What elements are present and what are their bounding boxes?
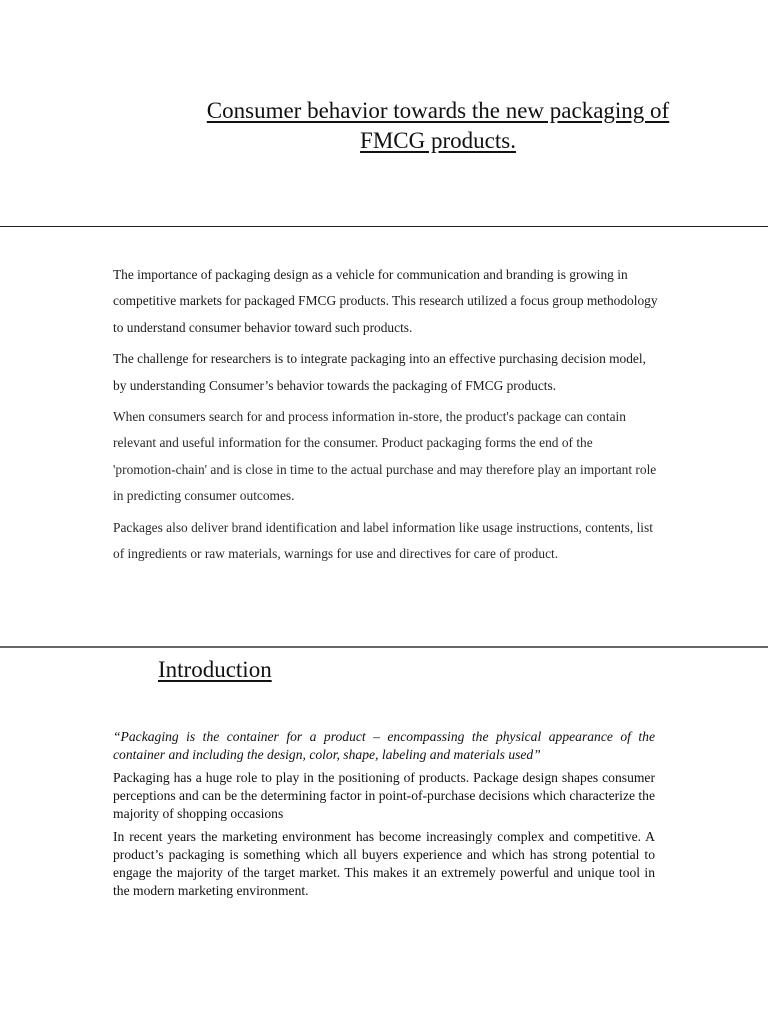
introduction-quote: “Packaging is the container for a product – encompassing the physical appearance of the container and including the design, color, shape, labeling and materials used” — [113, 729, 655, 762]
title-line-1: Consumer behavior towards the new packaging of — [206, 98, 670, 123]
introduction-paragraph-2: In recent years the marketing environment has become increasingly complex and competitive. A product’s packaging is something which all buyers experience and which has strong potential to engage the majority of the target market. This makes it an extremely powerful and unique tool in the modern marketing environment. — [113, 829, 655, 898]
abstract-paragraph-1: The importance of packaging design as a vehicle for communication and branding is growing in competitive markets for packaged FMCG products. This research utilized a focus group methodology to understand consumer behavior toward such products. — [113, 267, 658, 335]
abstract-paragraph-2: The challenge for researchers is to integrate packaging into an effective purchasing decision model, by understanding Consumer’s behavior towards the packaging of FMCG products. — [113, 351, 646, 393]
divider-top — [0, 226, 768, 227]
introduction-section — [113, 728, 655, 905]
document-title — [150, 96, 726, 156]
abstract-section — [113, 262, 658, 572]
title-line-2: FMCG products. — [360, 128, 516, 153]
introduction-paragraph-1: Packaging has a huge role to play in the positioning of products. Package design shapes consumer perceptions and can be the determining factor in point-of-purchase decisions which characterize the majority of shopping occasions — [113, 770, 656, 821]
abstract-paragraph-4: Packages also deliver brand identification and label information like usage instructions, contents, list of ingredients or raw materials, warnings for use and directives for care of product. — [113, 519, 653, 562]
divider-middle — [0, 646, 768, 648]
abstract-paragraph-3: When consumers search for and process information in-store, the product's package can contain relevant and useful information for the consumer. Product packaging forms the end of the 'promotion-chain' and is close in time to the actual purchase and may therefore play an important role in predicting consumer outcomes. — [113, 409, 657, 504]
introduction-heading: Introduction — [158, 657, 272, 682]
